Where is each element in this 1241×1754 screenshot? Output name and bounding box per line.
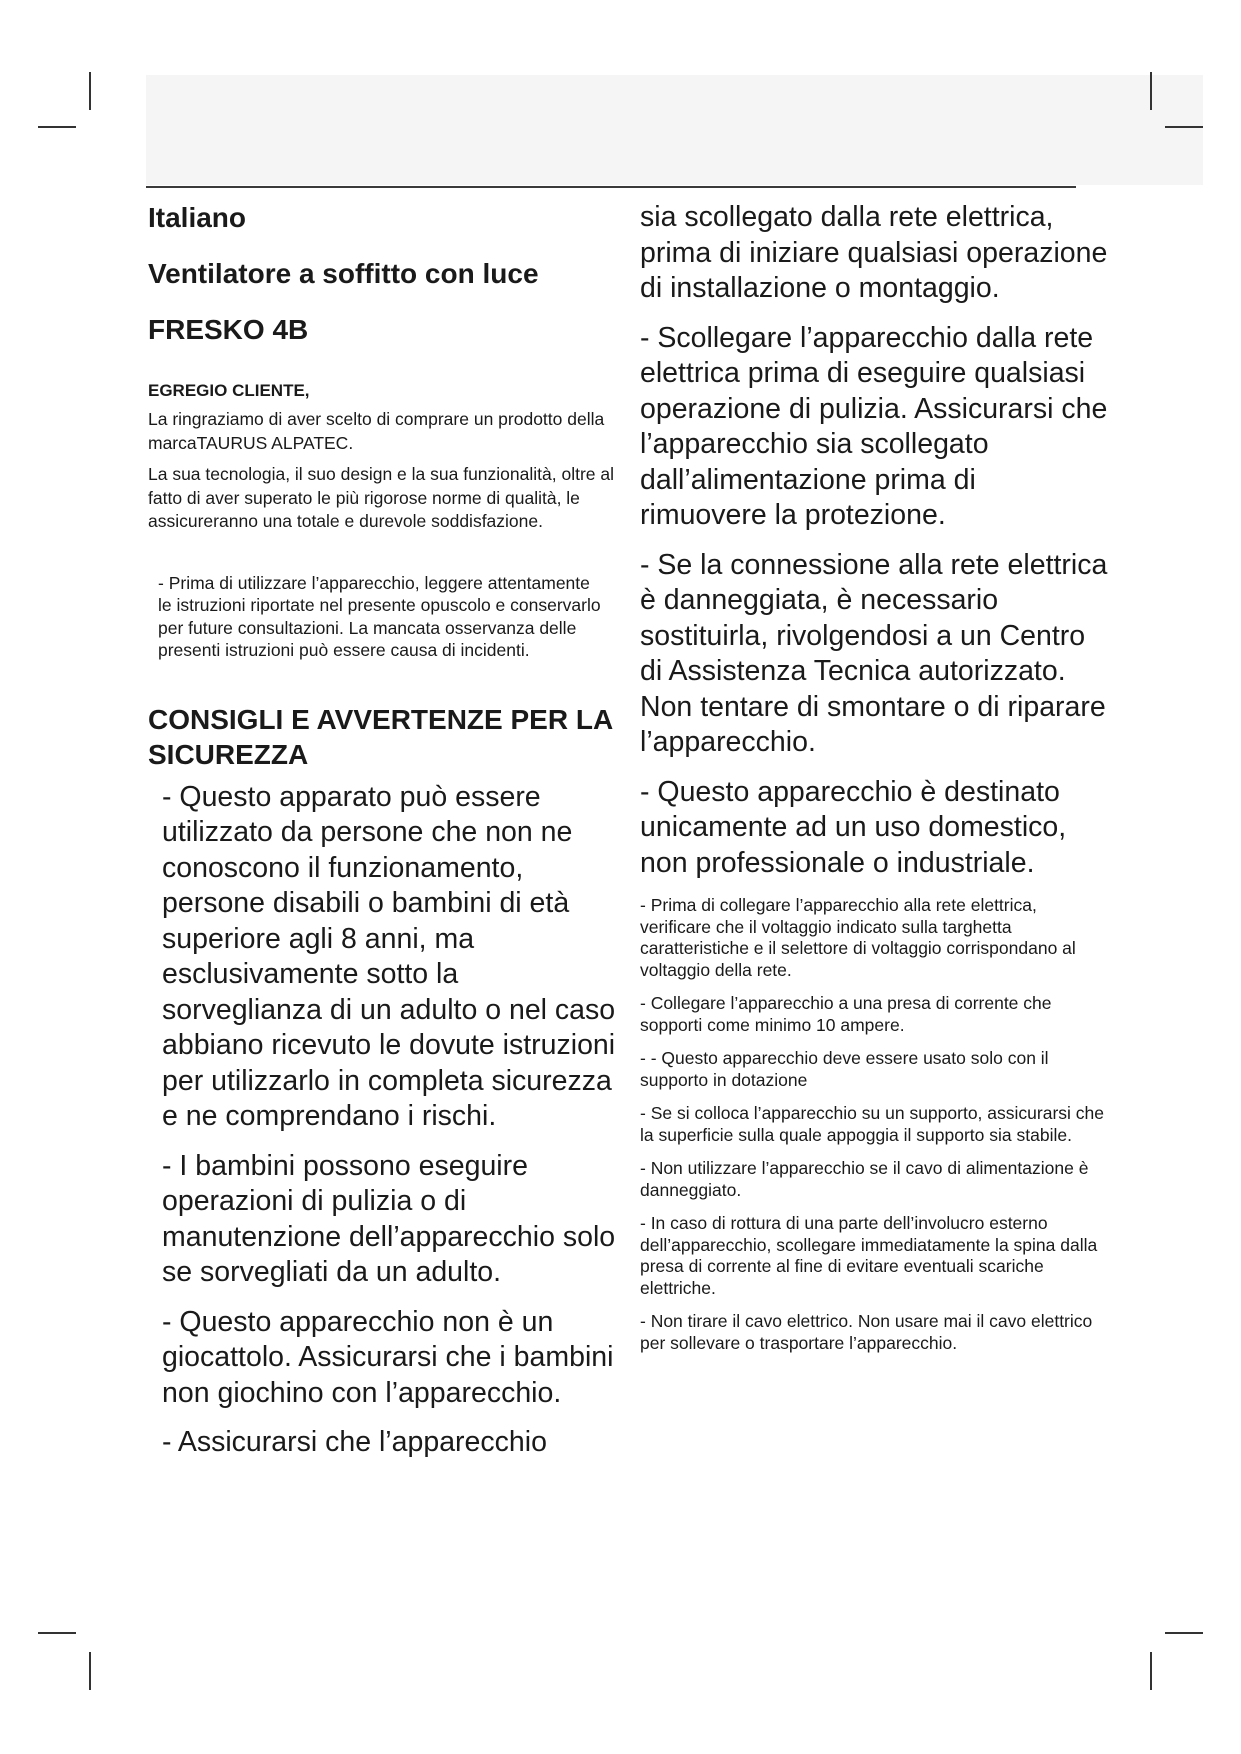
warning-item-small: - Collegare l’apparecchio a una presa di corrente che sopporti come minimo 10 ampere. bbox=[640, 993, 1052, 1035]
greeting: EGREGIO CLIENTE, bbox=[148, 381, 310, 400]
crop-mark bbox=[1165, 1632, 1203, 1634]
crop-mark bbox=[89, 72, 91, 110]
warning-item-small: - - Questo apparecchio deve essere usato solo con il supporto in dotazione bbox=[640, 1048, 1049, 1090]
warning-continuation: sia scollegato dalla rete elettrica, prima di iniziare qualsiasi operazione di installazione o montaggio. bbox=[640, 201, 1108, 304]
warning-item: - Assicurarsi che l’apparecchio bbox=[162, 1426, 547, 1458]
intro-paragraph: La ringraziamo di aver scelto di comprare un prodotto della marcaTAURUS ALPATEC. bbox=[148, 409, 605, 453]
section-title: CONSIGLI E AVVERTENZE PER LA SICUREZZA bbox=[148, 703, 613, 770]
intro-note: - Prima di utilizzare l’apparecchio, leggere attentamente le istruzioni riportate nel presente opuscolo e conservarlo per future consultazioni. La mancata osservanza delle presenti istruzioni può essere causa di incidenti. bbox=[158, 572, 601, 660]
warning-item-small: - Non utilizzare l’apparecchio se il cavo di alimentazione è danneggiato. bbox=[640, 1158, 1089, 1200]
top-rule bbox=[146, 186, 1076, 188]
warning-item-small: - In caso di rottura di una parte dell’involucro esterno dell’apparecchio, scollegare immediatamente la spina dalla presa di corrente al fine di evitare eventuali scariche elettriche. bbox=[640, 1213, 1098, 1298]
model-title: FRESKO 4B bbox=[148, 314, 309, 345]
warning-item-small: - Se si colloca l’apparecchio su un supporto, assicurarsi che la superficie sulla quale appoggia il supporto sia stabile. bbox=[640, 1103, 1104, 1145]
warning-item-small: - Non tirare il cavo elettrico. Non usare mai il cavo elettrico per sollevare o trasportare l’apparecchio. bbox=[640, 1311, 1093, 1353]
header-band bbox=[146, 75, 1203, 185]
warning-item: - Questo apparecchio non è un giocattolo. Assicurarsi che i bambini non giochino con l’apparecchio. bbox=[162, 1305, 614, 1409]
warning-item: - Questo apparecchio è destinato unicamente ad un uso domestico, non professionale o industriale. bbox=[640, 775, 1067, 879]
crop-mark bbox=[1165, 126, 1203, 128]
crop-mark bbox=[89, 1652, 91, 1690]
crop-mark bbox=[1150, 1652, 1152, 1690]
left-column bbox=[148, 198, 618, 1475]
warning-item: - Scollegare l’apparecchio dalla rete elettrica prima di eseguire qualsiasi operazione di pulizia. Assicurarsi che l’apparecchio sia scollegato dall’alimentazione prima di rimuovere la protezione. bbox=[640, 321, 1108, 531]
crop-mark bbox=[1150, 72, 1152, 110]
crop-mark bbox=[38, 1632, 76, 1634]
intro-paragraph: La sua tecnologia, il suo design e la sua funzionalità, oltre al fatto di aver superato le più rigorose norme di qualità, le assicureranno una totale e durevole soddisfazione. bbox=[148, 464, 614, 531]
warning-item: - Questo apparato può essere utilizzato da persone che non ne conoscono il funzionamento, persone disabili o bambini di età superiore agli 8 anni, ma esclusivamente sotto la sorveglianza di un adulto o nel caso abbiano ricevuto le dovute istruzioni per utilizzarlo in completa sicurezza e ne comprendano i rischi. bbox=[162, 780, 616, 1132]
warning-item-small: - Prima di collegare l’apparecchio alla rete elettrica, verificare che il voltaggio indicato sulla targhetta caratteristiche e il selettore di voltaggio corrispondano al voltaggio della rete. bbox=[640, 895, 1076, 980]
language-heading: Italiano bbox=[148, 202, 247, 233]
warning-item: - I bambini possono eseguire operazioni di pulizia o di manutenzione dell’apparecchio solo se sorvegliati da un adulto. bbox=[162, 1149, 616, 1288]
product-title: Ventilatore a soffitto con luce bbox=[148, 258, 539, 289]
right-column bbox=[640, 200, 1110, 1366]
warning-item: - Se la connessione alla rete elettrica è danneggiata, è necessario sostituirla, rivolgendosi a un Centro di Assistenza Tecnica autorizzato. Non tentare di smontare o di riparare l’apparecchio. bbox=[640, 548, 1108, 758]
crop-mark bbox=[38, 126, 76, 128]
